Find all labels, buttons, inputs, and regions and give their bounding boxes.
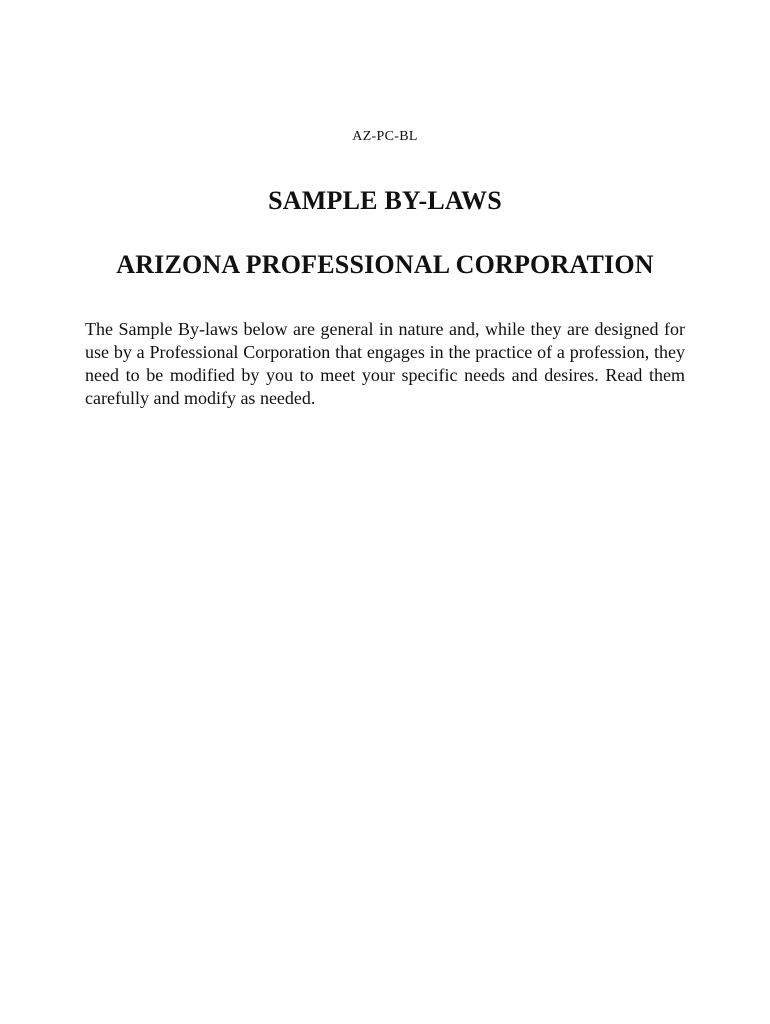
document-title: SAMPLE BY-LAWS bbox=[268, 186, 502, 215]
document-subtitle: ARIZONA PROFESSIONAL CORPORATION bbox=[116, 250, 654, 279]
intro-paragraph: The Sample By-laws below are general in nature and, while they are designed for use by a Professional Corporation that engages in the practice of a profession, they need to be modified by you to meet your specific needs and desires. Read them carefully and modify as needed. bbox=[85, 319, 685, 408]
document-code: AZ-PC-BL bbox=[352, 129, 418, 144]
